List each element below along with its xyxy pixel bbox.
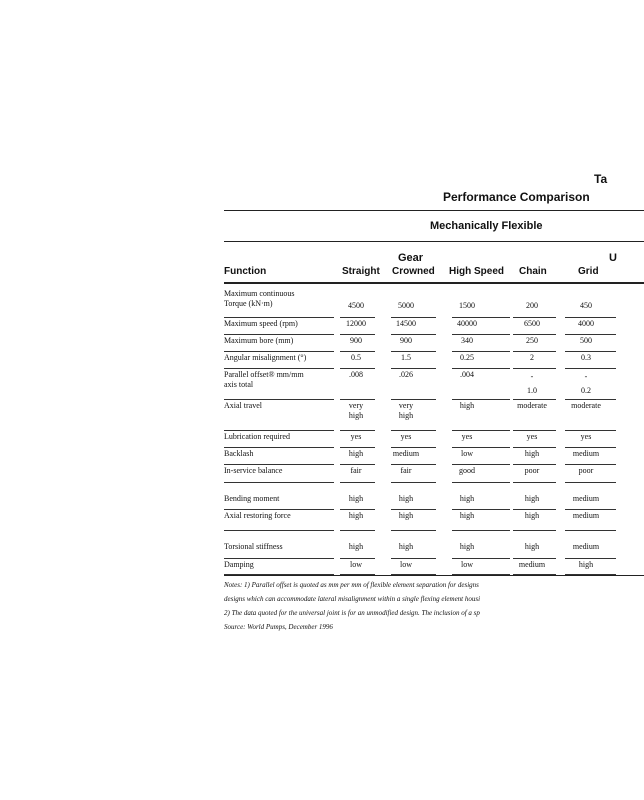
cell-underline xyxy=(391,530,436,531)
function-label-line: axis total xyxy=(224,380,254,389)
cell-underline xyxy=(340,368,375,369)
function-label-line: Torque (kN·m) xyxy=(224,299,273,308)
table-cell-line: 12000 xyxy=(346,319,366,328)
cell-underline xyxy=(565,317,616,318)
table-cell xyxy=(561,370,611,398)
function-label xyxy=(224,289,294,309)
cell-underline xyxy=(513,334,556,335)
table-cell-line: fair xyxy=(400,466,412,475)
cell-underline xyxy=(391,558,436,559)
cell-underline xyxy=(565,351,616,352)
cell-underline xyxy=(452,482,510,483)
table-cell-line: high xyxy=(459,494,475,503)
table-cell-line: 0.25 xyxy=(460,353,474,362)
table-cell xyxy=(442,401,492,411)
cell-underline xyxy=(452,464,510,465)
table-cell-line: high xyxy=(348,411,364,420)
function-label-line: Maximum speed (rpm) xyxy=(224,319,298,328)
table-cell-line: 0.3 xyxy=(581,353,591,362)
table-cell-line: 450 xyxy=(580,301,592,310)
table-cell-line: low xyxy=(461,560,473,569)
function-label xyxy=(224,353,306,363)
cell-underline xyxy=(340,334,375,335)
table-cell xyxy=(381,370,431,380)
function-underline xyxy=(224,558,334,559)
cell-underline xyxy=(513,530,556,531)
table-cell xyxy=(507,542,557,552)
table-cell xyxy=(561,401,611,411)
cell-underline xyxy=(452,351,510,352)
cell-underline xyxy=(513,447,556,448)
table-cell-line: poor xyxy=(524,466,540,475)
table-cell xyxy=(507,401,557,411)
table-cell xyxy=(507,370,557,398)
table-cell-line: medium xyxy=(392,449,420,458)
table-cell xyxy=(331,560,381,570)
cell-underline xyxy=(513,317,556,318)
function-label-line: Bending moment xyxy=(224,494,280,503)
header-rule xyxy=(224,282,644,284)
cell-underline xyxy=(391,351,436,352)
table-cell xyxy=(331,370,381,380)
cell-underline xyxy=(565,464,616,465)
table-cell-line: .008 xyxy=(349,370,363,379)
table-cell xyxy=(381,353,431,363)
column-header-chain: Chain xyxy=(519,266,547,277)
cell-underline xyxy=(452,530,510,531)
table-cell-line: - xyxy=(530,372,534,381)
cell-underline xyxy=(391,482,436,483)
table-cell-line: 2 xyxy=(530,353,534,362)
table-cell xyxy=(331,353,381,363)
column-header-straight: Straight xyxy=(342,266,380,277)
table-cell-line: 0.2 xyxy=(581,386,591,395)
group-header: Mechanically Flexible xyxy=(430,220,543,232)
table-label: Ta xyxy=(594,172,608,186)
u-group-label: U xyxy=(609,252,617,264)
function-underline xyxy=(224,530,334,531)
table-cell-line: .004 xyxy=(460,370,474,379)
cell-underline xyxy=(340,530,375,531)
table-cell-line: high xyxy=(348,449,364,458)
table-cell-line: .026 xyxy=(399,370,413,379)
table-cell xyxy=(442,542,492,552)
function-label xyxy=(224,319,298,329)
cell-underline xyxy=(565,334,616,335)
table-cell-line: high xyxy=(398,511,414,520)
function-label xyxy=(224,449,253,459)
table-cell xyxy=(561,494,611,504)
table-cell-line: high xyxy=(524,542,540,551)
table-cell-line: medium xyxy=(518,560,546,569)
function-underline xyxy=(224,351,334,352)
cell-underline xyxy=(565,447,616,448)
table-cell-line: high xyxy=(459,401,475,410)
table-cell xyxy=(331,432,381,442)
function-underline xyxy=(224,430,334,431)
cell-underline xyxy=(391,430,436,431)
column-header-high-speed: High Speed xyxy=(449,266,505,277)
table-cell-line: poor xyxy=(578,466,594,475)
cell-underline xyxy=(513,509,556,510)
table-cell xyxy=(561,560,611,570)
table-cell xyxy=(507,319,557,329)
cell-underline xyxy=(340,509,375,510)
table-cell-line: very xyxy=(398,401,414,410)
cell-underline xyxy=(340,317,375,318)
cell-underline xyxy=(513,368,556,369)
table-cell-line: high xyxy=(524,449,540,458)
table-cell-line: medium xyxy=(572,494,600,503)
table-cell xyxy=(331,401,381,421)
table-cell xyxy=(561,511,611,521)
cell-underline xyxy=(391,334,436,335)
function-label xyxy=(224,466,282,476)
function-label-line: In-service balance xyxy=(224,466,283,475)
function-underline xyxy=(224,509,334,510)
table-cell-line: 900 xyxy=(350,336,362,345)
table-cell xyxy=(442,319,492,329)
table-cell xyxy=(561,449,611,459)
table-cell xyxy=(442,560,492,570)
table-cell xyxy=(507,432,557,442)
table-cell xyxy=(507,560,557,570)
top-rule xyxy=(224,210,644,211)
table-cell xyxy=(381,401,431,421)
table-cell xyxy=(442,301,492,311)
function-underline xyxy=(224,317,334,318)
table-cell-line: yes xyxy=(350,432,362,441)
table-cell-line: yes xyxy=(526,432,538,441)
table-cell-line: high xyxy=(348,542,364,551)
table-cell xyxy=(442,353,492,363)
table-cell xyxy=(331,542,381,552)
table-cell-line: 6500 xyxy=(524,319,540,328)
table-cell-line: high xyxy=(348,511,364,520)
table-cell-line: 4500 xyxy=(348,301,364,310)
table-cell-line: low xyxy=(350,560,362,569)
cell-underline xyxy=(391,447,436,448)
table-cell xyxy=(381,560,431,570)
table-cell-line: good xyxy=(459,466,475,475)
table-cell xyxy=(561,542,611,552)
cell-underline xyxy=(340,430,375,431)
table-cell xyxy=(561,336,611,346)
table-cell xyxy=(561,432,611,442)
gear-group-label: Gear xyxy=(398,252,424,264)
function-label-line: Backlash xyxy=(224,449,254,458)
table-cell xyxy=(381,542,431,552)
cell-underline xyxy=(391,368,436,369)
cell-underline xyxy=(565,509,616,510)
cell-underline xyxy=(391,509,436,510)
table-cell xyxy=(331,301,381,311)
cell-underline xyxy=(340,558,375,559)
function-underline xyxy=(224,399,334,400)
note-line-1: Notes: 1) Parallel offset is quoted as mm per mm of flexible element separation for designs xyxy=(224,581,479,589)
column-header-crowned: Crowned xyxy=(392,266,435,277)
column-header-function: Function xyxy=(224,266,267,277)
table-cell-line: yes xyxy=(580,432,592,441)
table-cell xyxy=(507,511,557,521)
cell-underline xyxy=(565,530,616,531)
function-label-line: Parallel offset® mm/mm xyxy=(224,370,304,379)
table-cell-line: medium xyxy=(572,542,600,551)
table-cell xyxy=(381,336,431,346)
table-cell-line: high xyxy=(524,494,540,503)
table-cell xyxy=(331,511,381,521)
cell-underline xyxy=(565,482,616,483)
note-line-3: 2) The data quoted for the universal joint is for an unmodified design. The inclusion of a sp xyxy=(224,609,480,617)
table-cell-line: 500 xyxy=(580,336,592,345)
function-label xyxy=(224,401,262,411)
table-cell xyxy=(442,466,492,476)
table-cell-line: 0.5 xyxy=(351,353,361,362)
table-cell-line: very xyxy=(348,401,364,410)
cell-underline xyxy=(513,558,556,559)
cell-underline xyxy=(565,558,616,559)
function-label xyxy=(224,542,283,552)
cell-underline xyxy=(513,399,556,400)
table-cell xyxy=(507,301,557,311)
function-label-line: Axial restoring force xyxy=(224,511,291,520)
table-cell-line: high xyxy=(524,511,540,520)
function-label-line: Maximum bore (mm) xyxy=(224,336,294,345)
cell-underline xyxy=(513,482,556,483)
table-cell-line: 14500 xyxy=(396,319,416,328)
table-cell xyxy=(442,511,492,521)
table-cell xyxy=(331,336,381,346)
table-cell xyxy=(381,432,431,442)
table-cell-line: 40000 xyxy=(457,319,477,328)
table-cell-line: 200 xyxy=(526,301,538,310)
table-cell-line: medium xyxy=(572,449,600,458)
table-cell xyxy=(561,301,611,311)
table-cell-line: low xyxy=(400,560,412,569)
function-label-line: Axial travel xyxy=(224,401,262,410)
function-label xyxy=(224,494,279,504)
cell-underline xyxy=(513,464,556,465)
function-underline xyxy=(224,334,334,335)
table-cell xyxy=(381,466,431,476)
function-label-line: Damping xyxy=(224,560,254,569)
table-cell-line: 1.5 xyxy=(401,353,411,362)
table-cell xyxy=(381,449,431,459)
table-cell xyxy=(381,511,431,521)
table-cell-line: fair xyxy=(350,466,362,475)
table-cell xyxy=(331,494,381,504)
cell-underline xyxy=(340,351,375,352)
table-title: Performance Comparison xyxy=(443,190,590,204)
table-cell xyxy=(507,494,557,504)
cell-underline xyxy=(340,482,375,483)
cell-underline xyxy=(452,334,510,335)
table-cell xyxy=(507,336,557,346)
function-label-line: Lubrication required xyxy=(224,432,290,441)
function-label-line: Maximum continuous xyxy=(224,289,295,298)
table-cell xyxy=(561,319,611,329)
cell-underline xyxy=(513,430,556,431)
function-label xyxy=(224,370,304,390)
cell-underline xyxy=(565,399,616,400)
table-cell-line: high xyxy=(459,511,475,520)
note-line-2: designs which can accommodate lateral misalignment within a single flexing element housi xyxy=(224,595,481,603)
function-label xyxy=(224,432,290,442)
cell-underline xyxy=(452,509,510,510)
table-cell-line: medium xyxy=(572,511,600,520)
table-cell-line: high xyxy=(459,542,475,551)
cell-underline xyxy=(452,317,510,318)
table-cell xyxy=(561,466,611,476)
table-cell-line: - xyxy=(584,372,588,381)
column-header-grid: Grid xyxy=(578,266,599,277)
table-cell-line: moderate xyxy=(571,401,601,410)
function-label xyxy=(224,336,293,346)
function-label xyxy=(224,560,254,570)
table-cell xyxy=(507,449,557,459)
source-line: Source: World Pumps, December 1996 xyxy=(224,623,333,631)
function-label-line: Angular misalignment (°) xyxy=(224,353,307,362)
table-cell-line: yes xyxy=(400,432,412,441)
table-cell xyxy=(331,319,381,329)
cell-underline xyxy=(391,317,436,318)
function-label xyxy=(224,511,291,521)
function-underline xyxy=(224,482,334,483)
function-label-line: Torsional stiffness xyxy=(224,542,283,551)
cell-underline xyxy=(452,558,510,559)
cell-underline xyxy=(452,430,510,431)
table-cell-line: 1.0 xyxy=(527,386,537,395)
cell-underline xyxy=(340,464,375,465)
table-cell xyxy=(561,353,611,363)
table-cell-line: low xyxy=(461,449,473,458)
group-rule xyxy=(224,241,644,242)
cell-underline xyxy=(391,464,436,465)
cell-underline xyxy=(452,447,510,448)
table-cell-line: high xyxy=(398,494,414,503)
cell-underline xyxy=(452,399,510,400)
table-cell xyxy=(442,449,492,459)
table-cell xyxy=(331,466,381,476)
table-cell-line: 5000 xyxy=(398,301,414,310)
cell-underline xyxy=(340,399,375,400)
function-underline xyxy=(224,464,334,465)
cell-underline xyxy=(513,351,556,352)
cell-underline xyxy=(391,399,436,400)
cell-underline xyxy=(565,430,616,431)
table-cell-line: moderate xyxy=(517,401,547,410)
cell-underline xyxy=(565,368,616,369)
table-cell-line: 4000 xyxy=(578,319,594,328)
table-cell xyxy=(442,336,492,346)
cell-underline xyxy=(452,368,510,369)
table-cell xyxy=(507,466,557,476)
function-underline xyxy=(224,447,334,448)
table-cell xyxy=(381,301,431,311)
table-cell xyxy=(442,432,492,442)
table-cell xyxy=(381,494,431,504)
table-cell xyxy=(442,494,492,504)
cell-underline xyxy=(340,447,375,448)
table-cell-line: 900 xyxy=(400,336,412,345)
function-underline xyxy=(224,368,334,369)
table-cell-line: high xyxy=(348,494,364,503)
table-cell-line: high xyxy=(398,411,414,420)
table-cell-line: high xyxy=(398,542,414,551)
table-cell-line: 340 xyxy=(461,336,473,345)
table-cell xyxy=(331,449,381,459)
table-cell xyxy=(507,353,557,363)
table-cell-line: high xyxy=(578,560,594,569)
table-cell xyxy=(381,319,431,329)
table-cell-line: 250 xyxy=(526,336,538,345)
table-cell xyxy=(442,370,492,380)
table-cell-line: 1500 xyxy=(459,301,475,310)
table-cell-line: yes xyxy=(461,432,473,441)
bottom-rule xyxy=(224,575,644,576)
